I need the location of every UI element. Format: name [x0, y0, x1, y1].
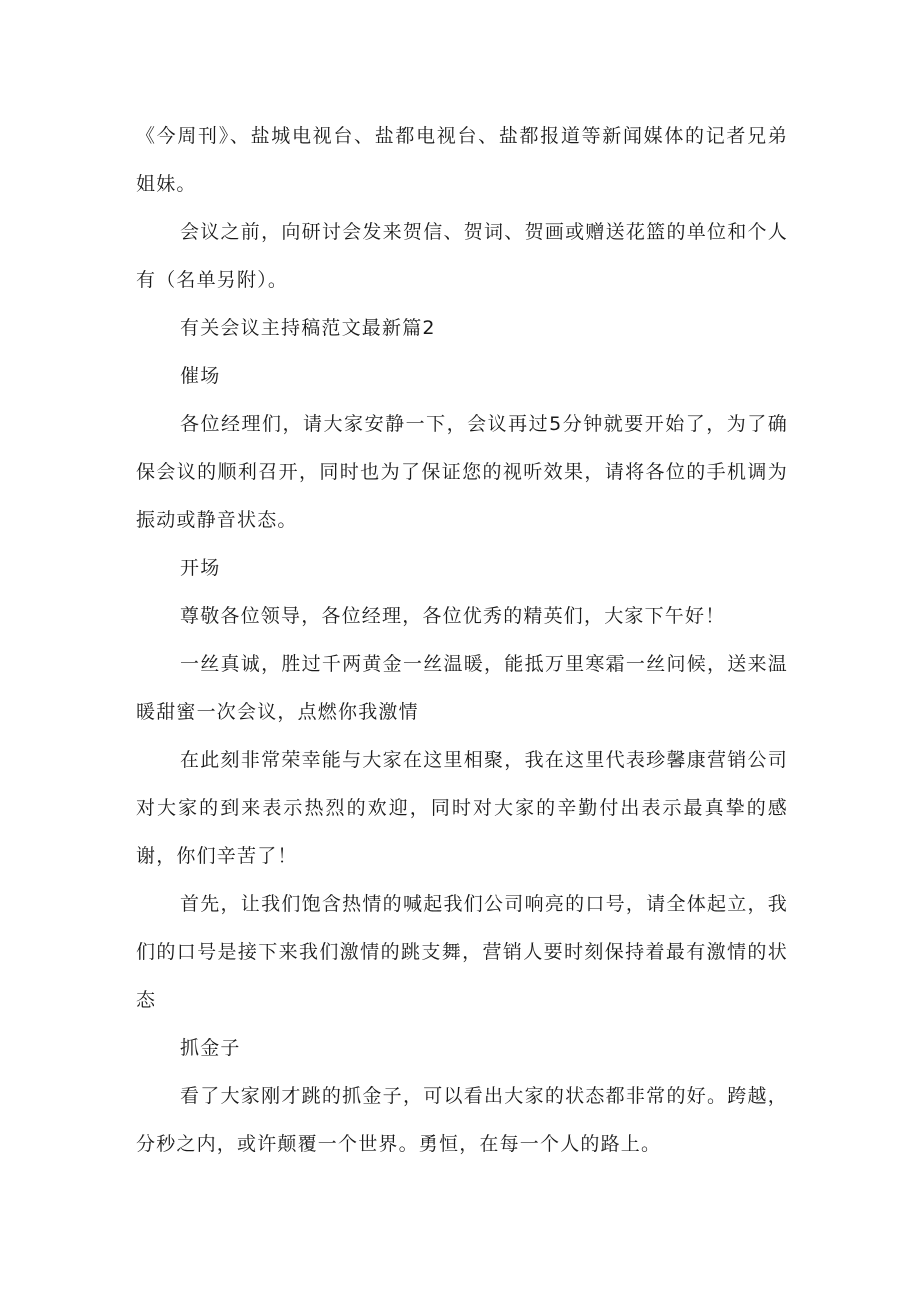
paragraph-greeting: 尊敬各位领导，各位经理，各位优秀的精英们，大家下午好！	[180, 605, 726, 627]
heading-grab-gold: 抓金子	[180, 1037, 241, 1059]
paragraph-media-list: 《今周刊》、盐城电视台、盐都电视台、盐都报道等新闻媒体的记者兄弟姐妹。	[136, 125, 788, 195]
paragraph-welcome: 在此刻非常荣幸能与大家在这里相聚，我在这里代表珍馨康营销公司对大家的到来表示热烈的欢迎，同时对大家的辛勤付出表示最真挚的感谢，你们辛苦了！	[136, 749, 788, 867]
document-body	[136, 112, 788, 1168]
heading-opening: 开场	[180, 557, 221, 579]
paragraph-congratulations: 会议之前，向研讨会发来贺信、贺词、贺画或赠送花篮的单位和个人有（名单另附）。	[136, 221, 788, 291]
section-title: 有关会议主持稿范文最新篇2	[180, 317, 436, 339]
paragraph-closing: 看了大家刚才跳的抓金子，可以看出大家的状态都非常的好。跨越，分秒之内，或许颠覆一个世界。勇恒，在每一个人的路上。	[136, 1085, 788, 1155]
heading-reminder: 催场	[180, 365, 221, 387]
paragraph-slogan: 首先，让我们饱含热情的喊起我们公司响亮的口号，请全体起立，我们的口号是接下来我们激情的跳支舞，营销人要时刻保持着最有激情的状态	[136, 893, 788, 1011]
paragraph-sincerity: 一丝真诚，胜过千两黄金一丝温暖，能抵万里寒霜一丝问候，送来温暖甜蜜一次会议，点燃你我激情	[136, 653, 788, 723]
paragraph-reminder: 各位经理们，请大家安静一下，会议再过5分钟就要开始了，为了确保会议的顺利召开，同时也为了保证您的视听效果，请将各位的手机调为振动或静音状态。	[136, 413, 788, 531]
